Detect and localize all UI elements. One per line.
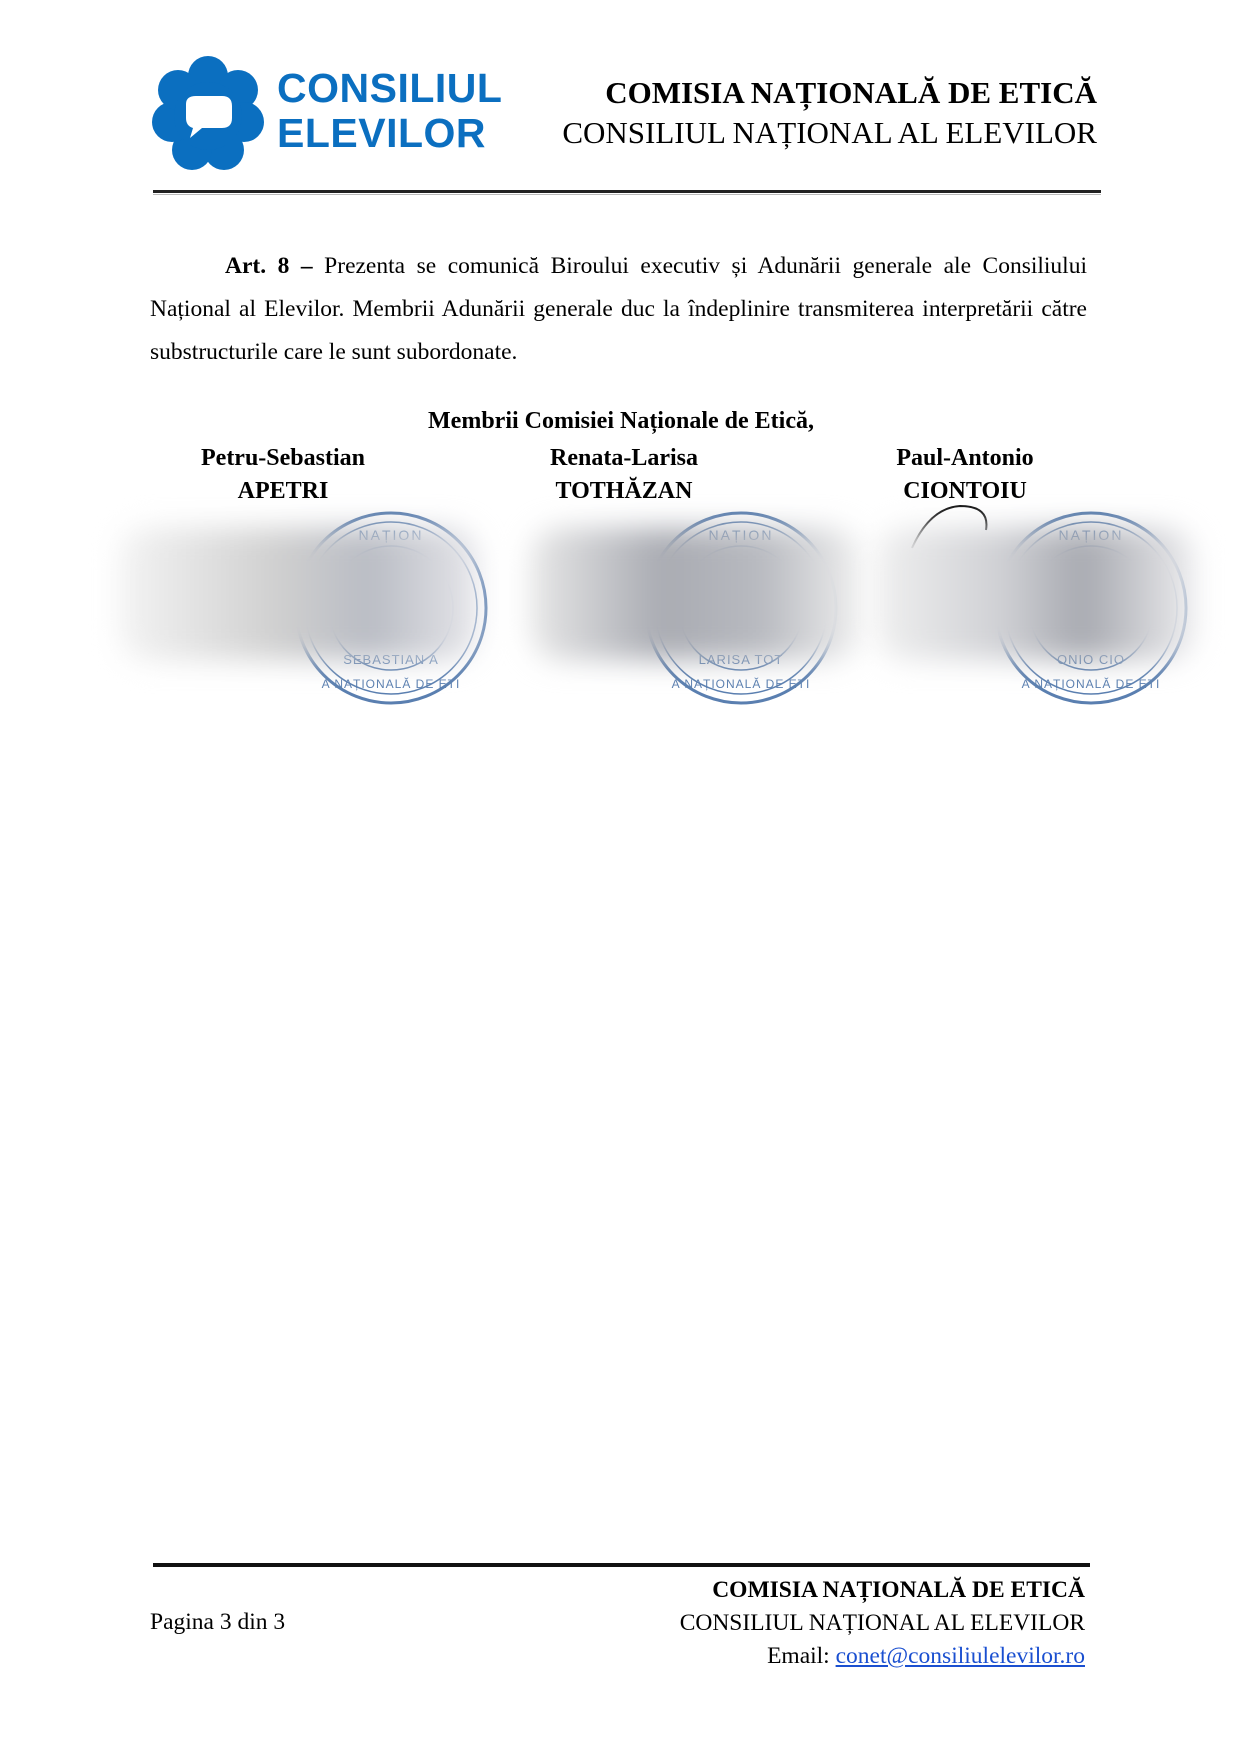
- consiliul-elevilor-logo: [152, 56, 507, 171]
- signatory-first-name: Renata-Larisa: [550, 445, 698, 471]
- signatory-first-name: Petru-Sebastian: [201, 445, 365, 471]
- footer-block: [680, 1574, 1085, 1673]
- svg-text:A NAȚIONALĂ DE ETI: A NAȚIONALĂ DE ETI: [321, 677, 461, 691]
- redacted-signature-3: [875, 528, 1195, 660]
- signatures-heading: Membrii Comisiei Naționale de Etică,: [428, 408, 814, 434]
- signatory-2-name: [474, 442, 774, 508]
- footer-email-line: [680, 1640, 1085, 1673]
- footer-title: COMISIA NAȚIONALĂ DE ETICĂ: [712, 1577, 1085, 1603]
- redacted-signature-1: [118, 528, 478, 660]
- signatory-last-name: TOTHĂZAN: [555, 478, 693, 504]
- header-divider: [153, 190, 1101, 193]
- footer-subtitle: CONSILIUL NAȚIONAL AL ELEVILOR: [679, 1610, 1085, 1636]
- article-label: Art. 8 –: [225, 253, 313, 279]
- svg-text:A NAȚIONALĂ DE ETI: A NAȚIONALĂ DE ETI: [671, 677, 811, 691]
- signatory-last-name: APETRI: [237, 478, 329, 504]
- signatory-1-name: [133, 442, 433, 508]
- header-title: COMISIA NAȚIONALĂ DE ETICĂ: [605, 75, 1097, 110]
- logo-line-1: CONSILIUL: [277, 65, 503, 111]
- redacted-signature-2: [530, 528, 860, 660]
- page-number: Pagina 3 din 3: [150, 1609, 286, 1635]
- article-8: [150, 245, 1087, 374]
- header-block: [562, 73, 1097, 153]
- footer-email-link[interactable]: conet@consiliulelevilor.ro: [835, 1643, 1085, 1669]
- logo-text: [277, 66, 502, 156]
- logo-line-2: ELEVILOR: [277, 110, 487, 156]
- header-subtitle: CONSILIUL NAȚIONAL AL ELEVILOR: [562, 115, 1097, 150]
- footer-divider: [153, 1563, 1090, 1567]
- header-divider-shadow: [153, 194, 1101, 195]
- signatory-last-name: CIONTOIU: [903, 478, 1027, 504]
- svg-text:A NAȚIONALĂ DE ETI: A NAȚIONALĂ DE ETI: [1021, 677, 1161, 691]
- article-text: Prezenta se comunică Biroului executiv și Adunării generale ale Consiliului Național al Elevilor. Membrii Adunării generale duc la îndeplinire transmiterea interpretării către substructurile care le sunt subordonate.: [150, 253, 1087, 365]
- footer-email-label: Email:: [767, 1643, 836, 1669]
- flower-speech-bubble-icon: [152, 56, 264, 171]
- signatory-first-name: Paul-Antonio: [896, 445, 1034, 471]
